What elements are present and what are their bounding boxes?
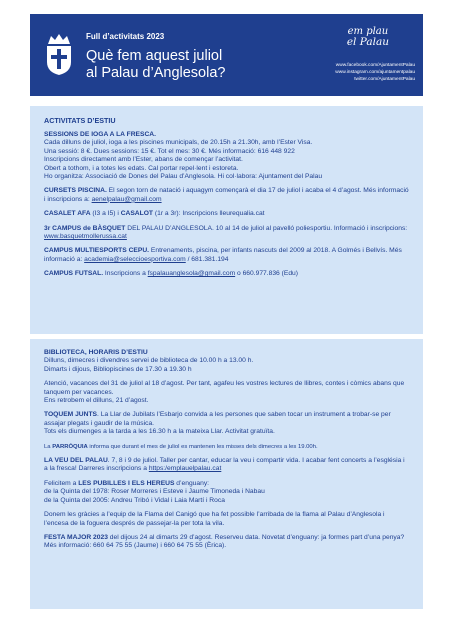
festa-title: FESTA MAJOR 2023 — [44, 533, 108, 541]
veu-link[interactable]: https:/emplauelpalau.cat — [148, 465, 222, 473]
casalet-block — [44, 210, 409, 218]
brand-logo — [347, 26, 389, 48]
multisports-title: CAMPUS MULTIESPORTS CEPU. — [44, 247, 150, 255]
basketball-title: 3r CAMPUS de BÀSQUET — [44, 224, 126, 232]
social-links — [335, 62, 415, 83]
yoga-line: Una sessió: 8 €. Dues sessions: 15 €. Tot el mes: 30 €. Més informació: 616 448 922 — [44, 147, 295, 155]
brand-line-1: em plau — [347, 26, 389, 37]
library-title: BIBLIOTECA, HORARIS D’ESTIU — [44, 349, 148, 356]
swimming-email-link[interactable]: aenelpalau@gmail.com — [91, 195, 162, 203]
library-line: Dilluns, dimecres i divendres servei de biblioteca de 10.00 h a 13.00 h. — [44, 357, 254, 365]
futsal-email-link[interactable]: fspalauanglesola@gmail.com — [147, 270, 236, 278]
multisports-block — [44, 247, 409, 264]
pubilles-block — [44, 480, 409, 505]
festa-block — [44, 534, 409, 551]
pubilles-line: de la Quinta del 2005: Andreu Tribó i Vidal i Laia Martí i Roca — [44, 496, 225, 504]
multisports-text: Entrenaments, piscina, per infants nascuts del 2009 al 2018. A Golmés i Bellvís. Més informació a: — [44, 247, 402, 263]
toquem-text: . La Llar de Jubilats l’Esbarjo convida a les persones que saben tocar un instrument a trobar-se per assajar plegats i gaudir de la música. — [44, 411, 391, 427]
casalot-text: (1r a 3r): Inscripcions lleurequalia.cat — [153, 210, 265, 218]
swimming-courses-block — [44, 187, 409, 204]
library-vacation-text: Atenció, vacances del 31 de juliol al 18 d’agost. Per tant, agafeu les vostres lectures de llibres, contes i còmics abans que tanquem per vacances. — [44, 380, 405, 396]
library-block — [44, 349, 409, 374]
yoga-line: Inscripcions directament amb l’Ester, abans de començar l’activitat. — [44, 156, 243, 164]
veu-block — [44, 457, 409, 474]
pubilles-suffix: d’enguany: — [174, 479, 210, 487]
parish-title: PARRÒQUIA — [52, 443, 88, 450]
toquem-schedule: Tots els diumenges a la tarda a les 16.30 h a la mateixa Llar. Activitat gratuïta. — [44, 428, 275, 436]
basketball-block — [44, 225, 409, 242]
title-line-1: Què fem aquest juliol — [86, 48, 223, 64]
swimming-title: CURSETS PISCINA. — [44, 187, 107, 195]
basketball-text: DEL PALAU D’ANGLESOLA. 10 al 14 de juliol al pavelló poliesportiu. Informació i inscripcions: — [125, 224, 408, 232]
yoga-title: SESSIONS DE IOGA A LA FRESCA. — [44, 131, 156, 138]
summer-activities-panel — [30, 106, 423, 334]
brand-line-2: el Palau — [346, 36, 389, 48]
pubilles-title: LES PUBILLES I ELS HEREUS — [78, 479, 175, 487]
twitter-link[interactable]: twitter.com/AjuntamentPalau — [354, 77, 415, 82]
title-line-2: al Palau d’Anglesola? — [86, 65, 226, 81]
yoga-line: Obert a tothom, i a totes les edats. Cal portar repel·lent i estoreta. — [44, 164, 239, 172]
yoga-line: Ho organitza: Associació de Dones del Palau d’Anglesola. Hi col·labora: Ajuntament del Palau — [44, 173, 323, 181]
flama-text: Donem les gràcies a l’equip de la Flama del Canigó que ha fet possible l’arribada de la flama al Palau d’Anglesola i l’encesa de la foguera després de passejar-la per tota la vila. — [44, 511, 385, 527]
municipal-crest-icon — [44, 32, 74, 76]
futsal-phone: o 660.977.836 (Edu) — [235, 270, 298, 278]
pubilles-line: de la Quinta del 1978: Roser Morreres i Esteve i Jaume Timoneda i Nabau — [44, 488, 265, 496]
veu-title: LA VEU DEL PALAU — [44, 457, 108, 465]
futsal-block — [44, 270, 409, 278]
festa-text: del dijous 24 al dimarts 29 d’agost. Reserveu data. Novetat d’enguany: ja formes part d’una penya? Més informació: 660 64 75 55 (Jaume) i 660 64 75 55 (Èrica). — [44, 533, 405, 550]
page-title — [86, 48, 296, 82]
parish-prefix: La — [44, 443, 53, 450]
yoga-line: Cada dilluns de juliol, ioga a les piscines municipals, de 20.15h a 21.30h, amb l’Ester Visa. — [44, 139, 313, 147]
library-news-panel — [30, 339, 423, 609]
casalet-afa-label: CASALET AFA — [44, 210, 91, 218]
casalot-label: CASALOT — [120, 210, 154, 218]
page-header — [30, 14, 423, 96]
basketball-link[interactable]: www.basquetmollerussa.cat — [44, 233, 127, 241]
yoga-block — [44, 131, 409, 181]
veu-text: . 7, 8 i 9 de juliol. Taller per cantar, educar la veu i compartir vida. I acabar fent concerts a l’església i a la fresca! Darreres inscripcions a — [44, 457, 405, 473]
toquem-title: TOQUEM JUNTS — [44, 411, 98, 419]
library-line: Dimarts i dijous, Bibliopiscines de 17.30 a 19.30 h — [44, 365, 192, 373]
issue-label: Full d’activitats 2023 — [86, 32, 165, 41]
swimming-text: El segon torn de natació i aquagym començarà el dia 17 de juliol i acaba el 4 d’agost. Més informació i inscripcions a: — [44, 187, 409, 203]
parish-block — [44, 443, 409, 451]
multisports-email-link[interactable]: academia@seleccioesportiva.com — [84, 255, 186, 263]
library-vacation-block — [44, 380, 409, 405]
pubilles-prefix: Felicitem a — [44, 479, 79, 487]
parish-text: informa que durant el mes de juliol es mantenen les misses dels dimecres a les 19.00h. — [87, 443, 318, 450]
casalet-text: (I3 a I5) i — [90, 210, 121, 218]
futsal-title: CAMPUS FUTSAL. — [44, 270, 104, 278]
facebook-link[interactable]: www.facebook.com/AjuntamentPalau — [335, 63, 415, 68]
instagram-link[interactable]: www.instagram.com/ajuntamentpalau — [335, 70, 415, 75]
multisports-phone: / 681.381.194 — [185, 255, 229, 263]
library-reopen-text: Ens retrobem el dilluns, 21 d’agost. — [44, 397, 149, 405]
toquem-block — [44, 411, 409, 436]
section-title: ACTIVITATS D’ESTIU — [44, 116, 116, 125]
futsal-text: Inscripcions a — [103, 270, 148, 278]
